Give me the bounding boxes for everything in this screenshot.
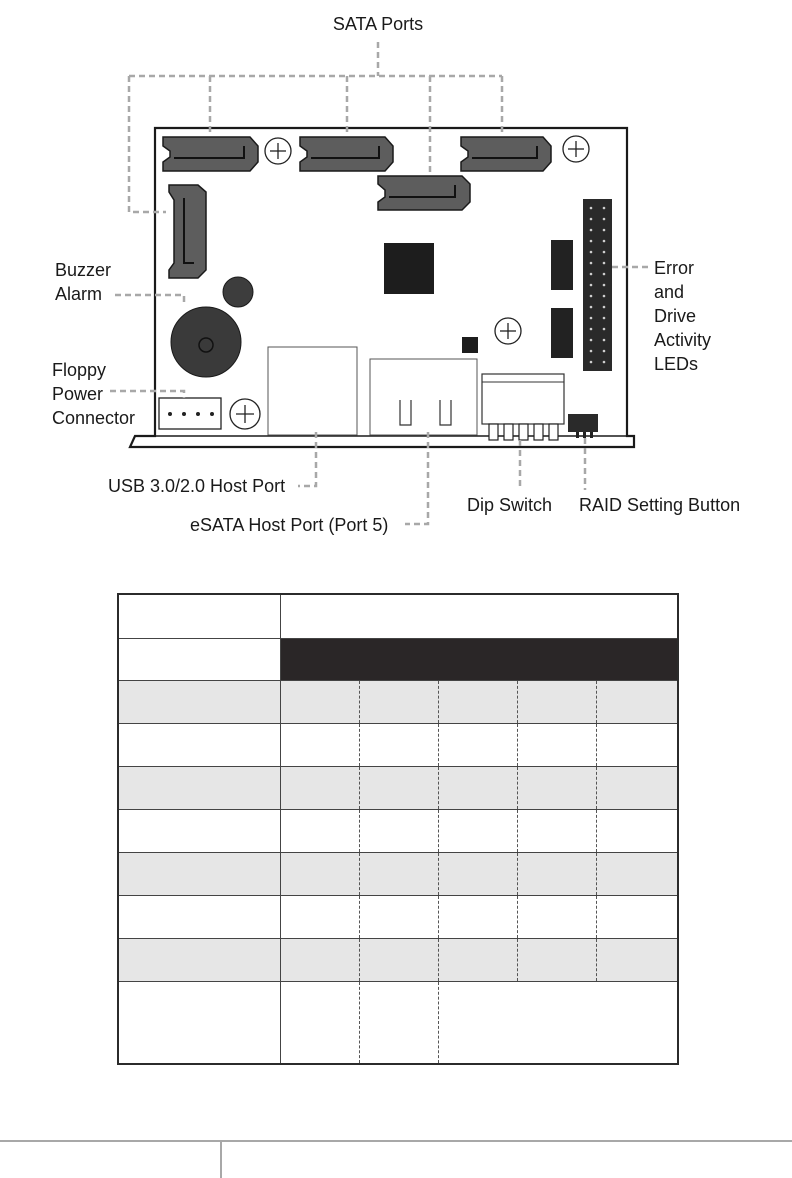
table-cell: [360, 896, 439, 938]
table-cell: [439, 810, 518, 852]
table-cell: [119, 982, 281, 1063]
small-chip: [462, 337, 478, 353]
table-cell: [360, 810, 439, 852]
floppy-power-connector: [159, 398, 221, 429]
table-cell: [597, 767, 676, 809]
table-row: [119, 853, 677, 896]
label-floppy-3: Connector: [52, 408, 136, 428]
table-cell: [281, 853, 360, 895]
table-cell: [360, 681, 439, 723]
label-error-3: Drive: [654, 306, 697, 326]
sata-port-4: [378, 176, 470, 210]
table-cell: [518, 896, 597, 938]
mount-hole-3: [495, 318, 521, 344]
table-cell: [597, 810, 676, 852]
table-cell: [439, 853, 518, 895]
table-row: [119, 724, 677, 767]
table-cell: [281, 595, 677, 638]
table-cell: [119, 896, 281, 938]
table-cell: [518, 939, 597, 981]
dip-switch: [482, 374, 564, 440]
table-row: [119, 681, 677, 724]
label-raid-button: RAID Setting Button: [579, 495, 741, 515]
table-header-row: [119, 595, 677, 639]
mount-hole-1: [265, 138, 291, 164]
table-cell: [119, 639, 281, 680]
table-cell: [281, 896, 360, 938]
mount-hole-2: [563, 136, 589, 162]
table-cell: [119, 767, 281, 809]
label-floppy-1: Floppy: [52, 360, 107, 380]
table-dark-band: [281, 639, 677, 680]
table-cell: [597, 853, 676, 895]
table-cell: [360, 982, 439, 1063]
label-error-1: Error: [654, 258, 694, 278]
table-cell: [281, 982, 360, 1063]
esata-host-port: [370, 359, 477, 435]
table-cell: [119, 810, 281, 852]
table-cell: [439, 939, 518, 981]
footer-divider: [220, 1141, 222, 1178]
label-esata-host-port: eSATA Host Port (Port 5): [190, 515, 389, 535]
table-cell: [281, 681, 360, 723]
buzzer: [171, 307, 241, 377]
label-error-2: and: [654, 282, 685, 302]
table-cell: [518, 724, 597, 766]
table-cell: [119, 939, 281, 981]
table-row: [119, 939, 677, 982]
led-block-2: [551, 308, 573, 358]
table-cell: [518, 767, 597, 809]
table-cell: [281, 724, 360, 766]
controller-board-diagram: [0, 0, 792, 560]
table-cell: [597, 681, 676, 723]
table-cell: [360, 724, 439, 766]
table-cell: [119, 681, 281, 723]
sata-port-5: [169, 185, 206, 278]
table-cell: [360, 853, 439, 895]
table-cell: [439, 724, 518, 766]
label-buzzer-2: Alarm: [55, 284, 103, 304]
label-buzzer-1: Buzzer: [55, 260, 112, 280]
table-cell: [119, 853, 281, 895]
sata-port-3: [461, 137, 551, 171]
table-cell: [439, 681, 518, 723]
sata-port-2: [300, 137, 393, 171]
table-cell: [518, 681, 597, 723]
table-cell: [597, 896, 676, 938]
table-cell: [518, 810, 597, 852]
table-cell: [597, 939, 676, 981]
label-floppy-2: Power: [52, 384, 104, 404]
label-error-5: LEDs: [654, 354, 699, 374]
sata-port-1: [163, 137, 258, 171]
label-dip-switch: Dip Switch: [467, 495, 553, 515]
table-row: [119, 810, 677, 853]
label-error-4: Activity: [654, 330, 712, 350]
table-cell: [360, 939, 439, 981]
label-sata-ports: SATA Ports: [332, 14, 424, 34]
table-cell: [119, 724, 281, 766]
table-cell: [360, 767, 439, 809]
table-cell: [597, 724, 676, 766]
table-cell: [281, 939, 360, 981]
table-row: [119, 896, 677, 939]
footer-rule: [0, 1140, 792, 1142]
table-cell: [281, 810, 360, 852]
table-last-row: [119, 982, 677, 1063]
label-usb-host-port: USB 3.0/2.0 Host Port: [108, 476, 286, 496]
capacitor: [223, 277, 253, 307]
led-pin-header: [583, 199, 612, 371]
table-cell: [439, 767, 518, 809]
table-cell: [119, 595, 281, 638]
table-row: [119, 767, 677, 810]
table-cell: [281, 767, 360, 809]
table-cell: [439, 982, 677, 1063]
controller-chip: [384, 243, 434, 294]
led-block-1: [551, 240, 573, 290]
table-cell: [518, 853, 597, 895]
mount-hole-4: [230, 399, 260, 429]
usb-host-port: [268, 347, 357, 435]
table-subheader-row: [119, 639, 677, 681]
led-status-table: [117, 593, 679, 1065]
table-cell: [439, 896, 518, 938]
